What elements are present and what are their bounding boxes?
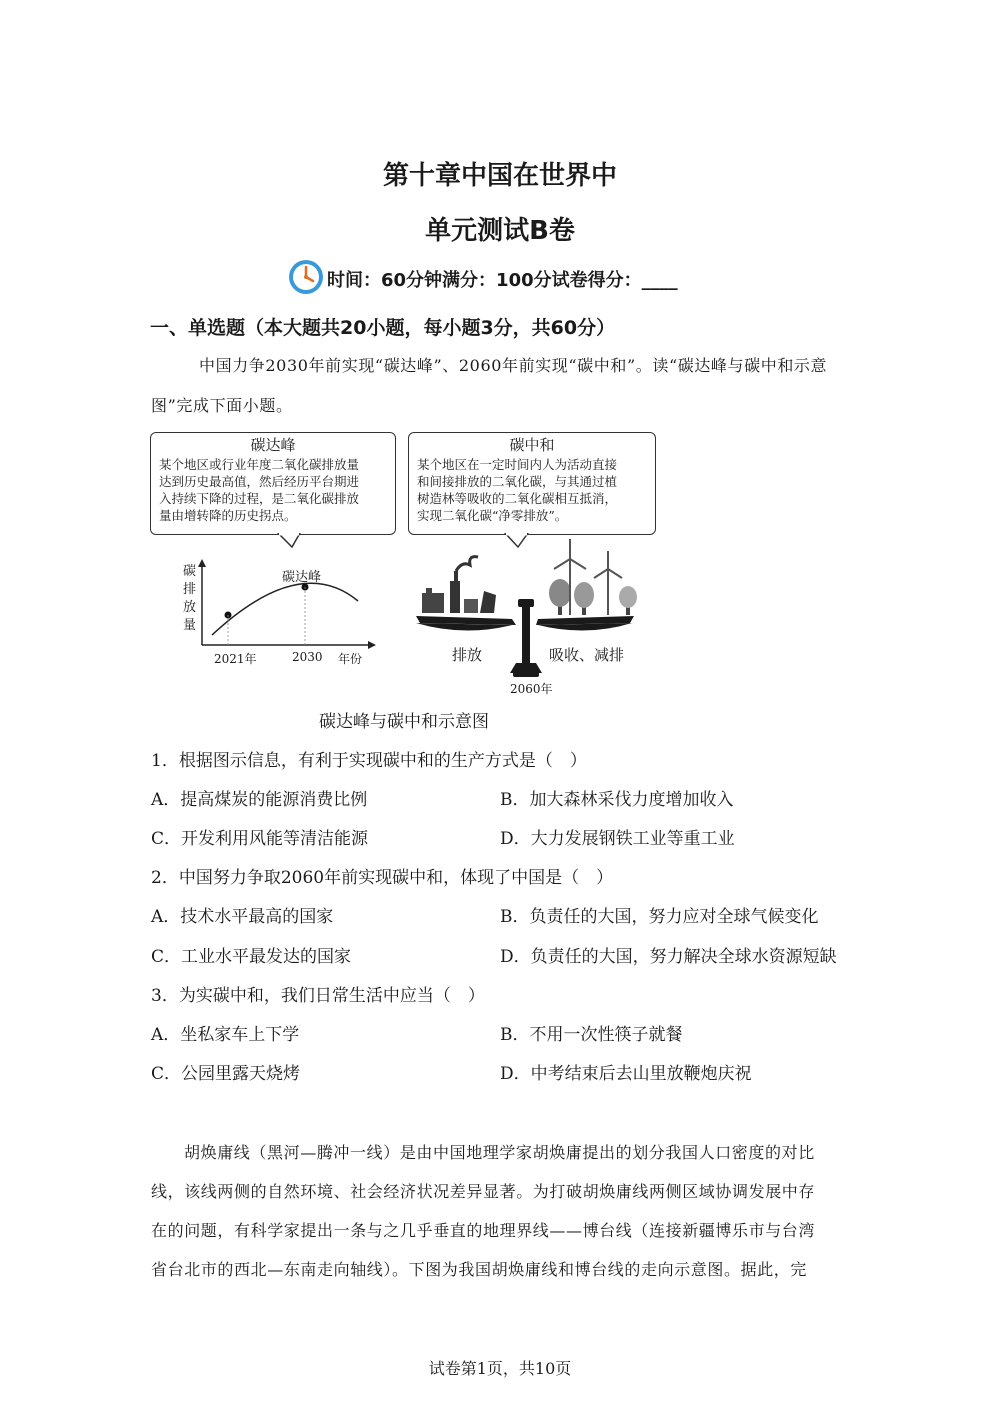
peak-box-line: 入持续下降的过程，是二氧化碳排放 <box>159 491 360 506</box>
y-axis-label-char: 碳 <box>183 564 197 579</box>
section-heading: 一、单选题（本大题共20小题，每小题3分，共60分） <box>150 317 616 339</box>
question-1-option-d[interactable]: D．大力发展钢铁工业等重工业 <box>500 829 735 849</box>
balance-scale <box>416 599 634 677</box>
passage-line: 在的问题，有科学家提出一条与之几乎垂直的地理界线——博台线（连接新疆博乐市与台湾 <box>151 1221 816 1240</box>
factory-icon <box>422 557 496 613</box>
x-axis-arrow <box>368 641 376 649</box>
peak-box-line: 达到历史最高值，然后经历平台期进 <box>159 474 360 489</box>
question-2-option-a[interactable]: A．技术水平最高的国家 <box>151 907 334 927</box>
question-3-option-a[interactable]: A．坐私家车上下学 <box>151 1025 300 1045</box>
x-tick-2030: 2030 <box>292 650 323 664</box>
passage-line: 胡焕庸线（黑河—腾冲一线）是由中国地理学家胡焕庸提出的划分我国人口密度的对比 <box>184 1143 815 1162</box>
y-axis-label <box>183 563 199 635</box>
neutral-box-line: 实现二氧化碳“净零排放”。 <box>417 508 568 523</box>
intro-line-1: 中国力争2030年前实现“碳达峰”、2060年前实现“碳中和”。读“碳达峰与碳中和示意 <box>199 356 828 375</box>
neutral-box-title: 碳中和 <box>509 436 555 454</box>
clock-icon <box>287 258 325 296</box>
question-3-option-b[interactable]: B．不用一次性筷子就餐 <box>500 1025 683 1045</box>
x-tick-2021: 2021年 <box>214 652 257 666</box>
y-axis-label-char: 放 <box>183 600 197 615</box>
scale-year-label: 2060年 <box>510 682 553 696</box>
neutral-box-line: 和间接排放的二氧化碳，与其通过植 <box>417 474 618 489</box>
question-1-option-a[interactable]: A．提高煤炭的能源消费比例 <box>151 790 368 810</box>
emission-curve <box>212 583 358 635</box>
passage-line: 省台北市的西北—东南走向轴线）。下图为我国胡焕庸线和博台线的走向示意图。据此，完 <box>151 1260 808 1279</box>
exam-meta: 时间：60分钟满分：100分试卷得分：____ <box>327 270 678 291</box>
peak-point-label: 碳达峰 <box>282 570 322 585</box>
question-3-stem: 3．为实碳中和，我们日常生活中应当（ ） <box>151 986 485 1006</box>
figure-caption: 碳达峰与碳中和示意图 <box>319 712 489 732</box>
question-2-option-c[interactable]: C．工业水平最发达的国家 <box>151 947 352 967</box>
question-2-option-d[interactable]: D．负责任的大国，努力解决全球水资源短缺 <box>500 947 837 967</box>
question-3-option-d[interactable]: D．中考结束后去山里放鞭炮庆祝 <box>500 1064 752 1084</box>
scale-right-label: 吸收、减排 <box>549 646 625 664</box>
oil-pump-icon <box>480 591 496 613</box>
peak-box-title: 碳达峰 <box>250 436 296 454</box>
passage-line: 线，该线两侧的自然环境、社会经济状况差异显著。为打破胡焕庸线两侧区域协调发展中存 <box>151 1182 816 1201</box>
x-axis-label: 年份 <box>338 652 363 666</box>
figure-drawing <box>150 533 670 703</box>
page-footer: 试卷第1页，共10页 <box>428 1359 572 1378</box>
page-title: 第十章中国在世界中 <box>382 161 617 191</box>
question-2-option-b[interactable]: B．负责任的大国，努力应对全球气候变化 <box>500 907 819 927</box>
question-1-stem: 1．根据图示信息，有利于实现碳中和的生产方式是（ ） <box>151 751 587 771</box>
peak-box-line: 量由增转降的历史拐点。 <box>159 508 297 523</box>
question-1-option-c[interactable]: C．开发利用风能等清洁能源 <box>151 829 369 849</box>
trees-icon <box>549 579 637 615</box>
neutral-definition-box <box>408 432 656 535</box>
peak-box-line: 某个地区或行业年度二氧化碳排放量 <box>159 457 360 472</box>
page-subtitle: 单元测试B卷 <box>425 216 575 246</box>
neutral-box-line: 树造林等吸收的二氧化碳相互抵消， <box>417 491 618 506</box>
y-axis-label-char: 排 <box>183 582 197 597</box>
question-2-stem: 2．中国努力争取2060年前实现碳中和，体现了中国是（ ） <box>151 868 614 888</box>
peak-definition-box <box>150 432 396 535</box>
y-axis-label-char: 量 <box>183 618 197 633</box>
y-axis-arrow <box>198 559 206 567</box>
question-1-option-b[interactable]: B．加大森林采伐力度增加收入 <box>500 790 734 810</box>
neutral-box-line: 某个地区在一定时间内人为活动直接 <box>417 457 618 472</box>
scale-left-label: 排放 <box>452 646 483 664</box>
intro-line-2: 图”完成下面小题。 <box>151 396 293 415</box>
question-3-option-c[interactable]: C．公园里露天烧烤 <box>151 1064 301 1084</box>
